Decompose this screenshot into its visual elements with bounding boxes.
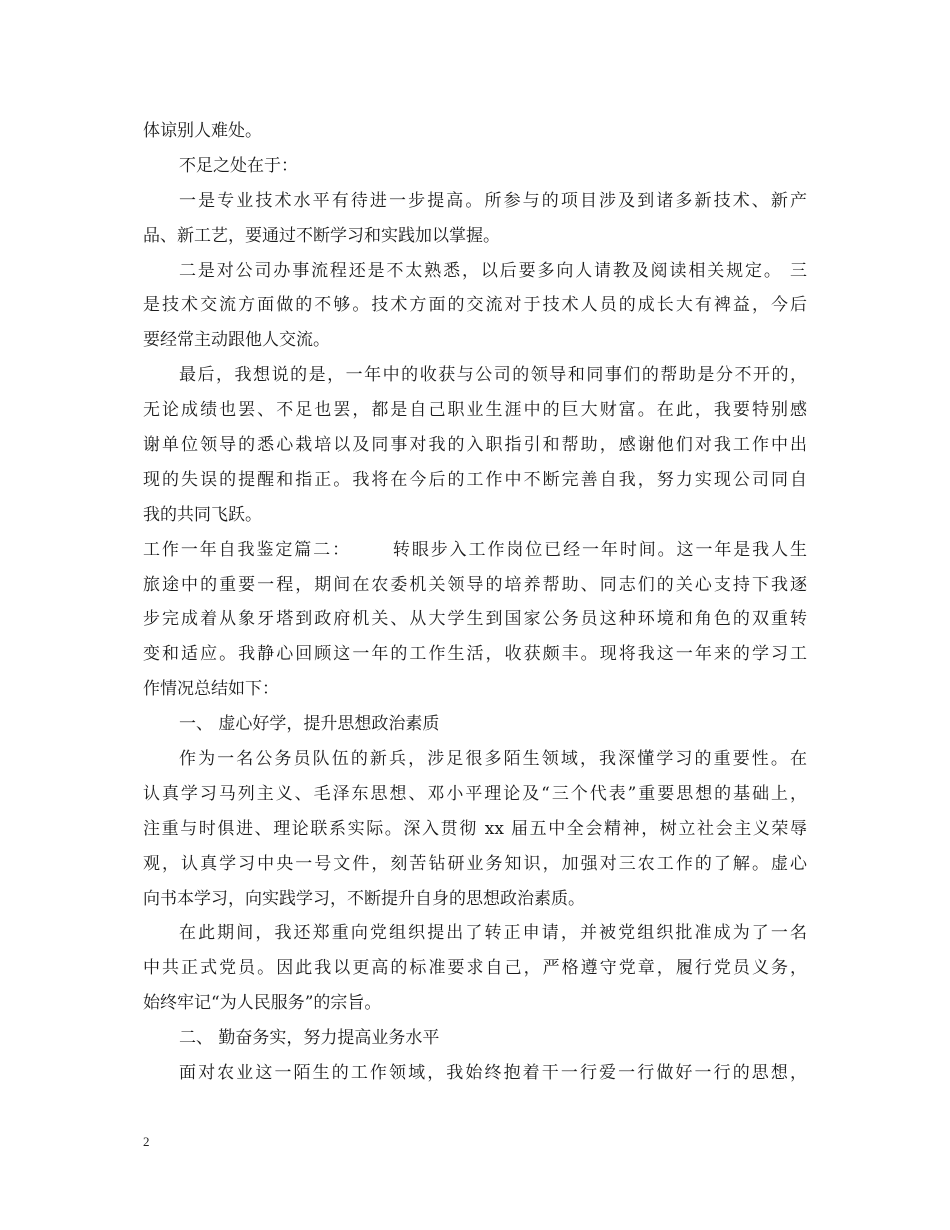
subheading-1: 一、 虚心好学，提升思想政治素质 <box>179 714 440 735</box>
text-line: 始终牢记“为人民服务”的宗旨。 <box>143 993 382 1014</box>
text-line: 作情况总结如下： <box>143 679 279 700</box>
text-line: 不足之处在于： <box>179 155 298 176</box>
text-line: 在此期间，我还郑重向党组织提出了转正申请，并被党组织批准成为了一名 <box>179 923 807 944</box>
text-line: 认真学习马列主义、毛泽东思想、邓小平理论及“三个代表”重要思想的基础上， <box>143 783 807 804</box>
text-line: 注重与时俱进、理论联系实际。深入贯彻 xx 届五中全会精神，树立社会主义荣辱 <box>143 818 807 839</box>
body-text <box>143 114 807 1091</box>
text-line: 中共正式党员。因此我以更高的标准要求自己，严格遵守党章，履行党员义务， <box>143 958 807 979</box>
page-number: 2 <box>143 1134 150 1149</box>
text-line: 一是专业技术水平有待进一步提高。所参与的项目涉及到诸多新技术、新产 <box>179 190 807 211</box>
text-line: 现的失误的提醒和指正。我将在今后的工作中不断完善自我，努力实现公司同自 <box>143 469 807 490</box>
text-line: 步完成着从象牙塔到政府机关、从大学生到国家公务员这种环境和角色的双重转 <box>143 609 807 630</box>
text-line: 最后，我想说的是，一年中的收获与公司的领导和同事们的帮助是分不开的， <box>179 365 807 386</box>
text-line: 要经常主动跟他人交流。 <box>143 330 330 351</box>
text-line: 向书本学习，向实践学习，不断提升自身的思想政治素质。 <box>143 888 585 909</box>
section-heading: 工作一年自我鉴定篇二： <box>143 539 351 560</box>
section-heading-line <box>143 533 807 568</box>
text-line: 品、新工艺，要通过不断学习和实践加以掌握。 <box>143 225 500 246</box>
text-line: 旅途中的重要一程，期间在农委机关领导的培养帮助、同志们的关心支持下我逐 <box>143 574 807 595</box>
text-line: 变和适应。我静心回顾这一年的工作生活，收获颇丰。现将我这一年来的学习工 <box>143 644 807 665</box>
text-line: 作为一名公务员队伍的新兵，涉足很多陌生领域，我深懂学习的重要性。在 <box>179 749 807 770</box>
text-line: 体谅别人难处。 <box>143 121 262 141</box>
text-line: 是技术交流方面做的不够。技术方面的交流对于技术人员的成长大有裨益，今后 <box>143 295 807 316</box>
subheading-2: 二、 勤奋务实，努力提高业务水平 <box>179 1028 440 1049</box>
text-line: 无论成绩也罢、不足也罢，都是自己职业生涯中的巨大财富。在此，我要特别感 <box>143 400 807 421</box>
text-line: 面对农业这一陌生的工作领域，我始终抱着干一行爱一行做好一行的思想， <box>179 1063 807 1084</box>
text-line: 二是对公司办事流程还是不太熟悉，以后要多向人请教及阅读相关规定。 三 <box>179 260 807 281</box>
text-line: 观，认真学习中央一号文件，刻苦钻研业务知识，加强对三农工作的了解。虚心 <box>143 853 807 874</box>
text-line: 谢单位领导的悉心栽培以及同事对我的入职指引和帮助，感谢他们对我工作中出 <box>143 435 807 456</box>
text-line-continuation: 转眼步入工作岗位已经一年时间。这一年是我人生 <box>391 539 807 560</box>
text-line: 我的共同飞跃。 <box>143 504 262 525</box>
